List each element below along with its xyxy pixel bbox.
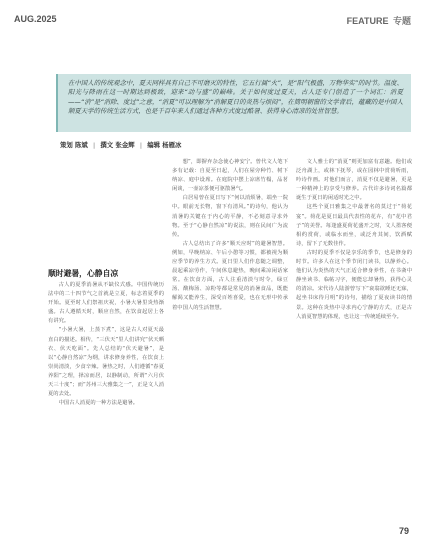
body-paragraph: 白居易曾在夏日写下“何以消烦暑，端坐一院中。眼前无长物，窗下有清风。”的诗句，他认为消暑的关键在于内心的平静，不必刻意寻求外物。至于“心静自然凉”的说法，则在民间广为流传。 xyxy=(172,195,288,238)
credit-editor: 编辑 杨雁冰 xyxy=(147,141,182,149)
page-number: 79 xyxy=(398,526,409,536)
body-paragraph: “小暑大暑，上蒸下煮”，这是古人对夏天最直白的描述。相传，“三伏天”里人们讲究“伏天晒衣、伏天吃面”。先人总结的“伏天避暑”，是以“心静自然凉”为纲，讲求修身养性，在饮食上崇尚清淡，少食辛辣。暑热之时，人们遵循“春夏养阳”之理，择凉而居，以静制动，所谓“六月伏天三十度”；而“苏州三大雅集之一”，正是文人消夏的去处。 xyxy=(48,327,164,398)
body-paragraph: 中国古人消夏的一种方法是避暑。 xyxy=(58,400,139,407)
section-label xyxy=(347,14,411,27)
article-credits xyxy=(60,140,181,149)
article-column-1 xyxy=(48,268,164,408)
section-heading: 顺时避暑，心静自凉 xyxy=(48,269,119,278)
article-column-2 xyxy=(172,158,288,313)
credit-separator: | xyxy=(139,141,142,149)
issue-date: AUG.2025 xyxy=(14,14,57,24)
credit-separator: | xyxy=(93,141,96,149)
section-name-en: FEATURE xyxy=(346,16,389,26)
body-paragraph: 古时的夏季不仅是享乐的季节，也是修身的时节。许多人在这个季节闭门读书，以静养心。他们认为炎热的天气正适合修身养性，在书斋中静坐读书、临帖习字，便能忘却暑热，获得心灵的清凉。宋代诗人陆游曾写下“衰翁欲睡还无寐，起坐书床待月明”的诗句，描绘了夏夜读书的情景。这种在炎热中寻求内心宁静的方式，正是古人消夏智慧的体现，也让这一传统延续至今。 xyxy=(296,249,412,320)
intro-callout: 在中国人的传统观念中，夏天同样具有自己不可磨灭的特性，它五行属“火”，是“阳气极盛，万物华实”的时节。温度、阳光与降雨在这一时期达到极致，迎来“动与盛”的巅峰。关于如何度过夏天，古人还专门创造了一个词汇：消夏——“消”是“消除、度过”之意，“消夏”可以理解为“消解夏日的炎热与烦闷”，在简明朝窗的文学背后，蕴藏的是中国人顺夏天学的传统生活方式，也是千百年来人们通过各种方式度过酷暑、获得身心清凉的处世智慧。 xyxy=(56,74,411,132)
section-name-zh: 专题 xyxy=(392,16,411,26)
credit-writer: 撰文 张金辉 xyxy=(100,141,135,149)
body-paragraph: 文人雅士的“消夏”则更加富有意趣。他们或泛舟湖上，或林下抚琴，或在园林中赏荷听雨，吟诗作画。对他们而言，消夏不仅是避暑，更是一种精神上的享受与修养。古代许多诗词名篇都诞生于夏日的闲适时光之中。 xyxy=(296,159,412,202)
body-paragraph: 古人总结出了许多“顺天应时”的避暑智慧。例如，早晚纳凉、午后小憩等习惯，都被视为顺应季节的养生方式。夏日里人们作息随之调整，晨起乘凉劳作，午间休息避热，晚间乘凉闲话家常。在饮食方面，古人注重清淡与时令，绿豆汤、酸梅汤、凉粉等都是常见的消暑食品，既能解渴又能养生，深受百姓喜爱，也在无形中传承着中国人的生活智慧。 xyxy=(172,240,288,311)
body-paragraph: 想”，即摒弃杂念使心神安宁。曾代文人笔下多有记载：自夏至日起，人们在屋旁种竹、树下纳凉、庭中设席。在庭院中摆上凉席竹榻，品茗闲谈，一壶凉茶便可驱散暑气。 xyxy=(172,159,288,193)
credit-planning: 策划 陈斌 xyxy=(60,141,88,149)
page-header xyxy=(0,14,427,30)
article-column-3 xyxy=(296,158,412,322)
body-paragraph: 古人的夏季消暑从不缺仪式感。中国传统历法中的二十四节气之首就是立夏，标志着夏季的开始。夏至时人们祭祖庆祝，小暑大暑里炎热渐盛。古人遵循天时，顺应自然，在饮食起居上各有讲究。 xyxy=(48,282,164,325)
body-paragraph: 这些个夏日雅集之中最著名的莫过于“荷花宴”。荷花是夏日最具代表性的花卉，有“花中君子”的美誉。每逢盛夏荷花盛开之时，文人墨客便相约赏荷，或临水而坐，或泛舟其间，饮酒赋诗，留下了无数佳作。 xyxy=(296,204,412,247)
